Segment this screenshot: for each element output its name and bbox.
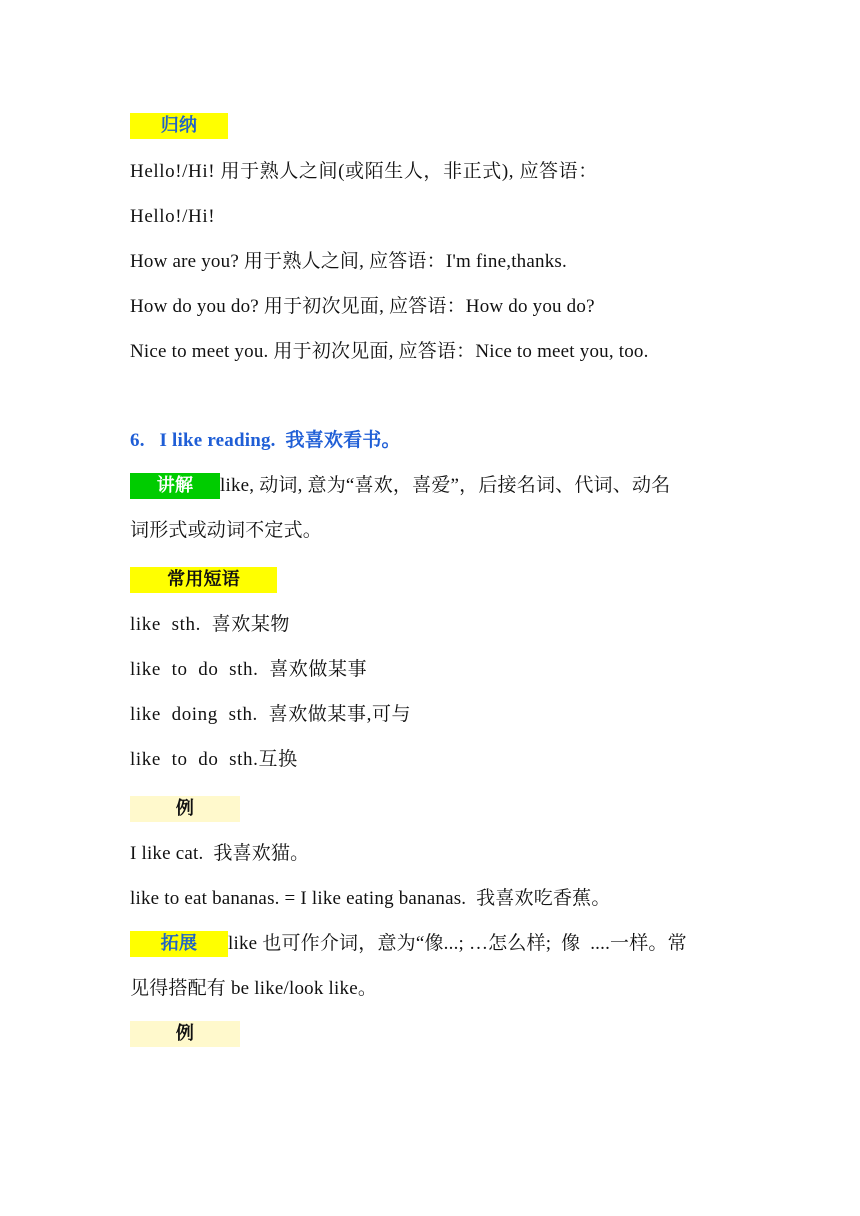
- greeting-line: Hello!/Hi!: [130, 206, 216, 227]
- section-heading: 6. I like reading. 我喜欢看书。: [130, 430, 401, 451]
- phrase-line: like doing sth. 喜欢做某事,可与: [130, 704, 412, 725]
- example-line: I like cat. 我喜欢猫。: [130, 843, 310, 864]
- greeting-line: Nice to meet you. 用于初次见面, 应答语：Nice to meet you, too.: [130, 341, 649, 362]
- explain-row: [130, 472, 730, 500]
- example-tag-row: [130, 795, 730, 823]
- explain-text-line2: 词形式或动词不定式。: [130, 520, 323, 541]
- phrase-line: like sth. 喜欢某物: [130, 614, 291, 635]
- extend-row: [130, 930, 730, 958]
- example-tag-2: 例: [130, 1021, 240, 1047]
- extend-tag: 拓展: [130, 931, 228, 957]
- phrase-line: like to do sth. 喜欢做某事: [130, 659, 368, 680]
- extend-text-line1: like 也可作介词，意为“像...; …怎么样; 像 ....一样。常: [228, 933, 687, 954]
- greeting-line: Hello!/Hi! 用于熟人之间(或陌生人，非正式), 应答语：: [130, 161, 598, 182]
- example-line: like to eat bananas. = I like eating bananas. 我喜欢吃香蕉。: [130, 888, 611, 909]
- phrases-tag-row: [130, 566, 730, 594]
- explain-text-line1: like, 动词, 意为“喜欢，喜爱”，后接名词、代词、动名: [220, 475, 671, 496]
- greeting-line: How do you do? 用于初次见面, 应答语：How do you do?: [130, 296, 595, 317]
- extend-text-line2: 见得搭配有 be like/look like。: [130, 978, 378, 999]
- summary-tag: 归纳: [130, 113, 228, 139]
- explain-tag: 讲解: [130, 473, 220, 499]
- example-tag: 例: [130, 796, 240, 822]
- phrases-tag: 常用短语: [130, 567, 277, 593]
- example-tag-row-2: [130, 1020, 730, 1048]
- greeting-line: How are you? 用于熟人之间, 应答语：I'm fine,thanks.: [130, 251, 567, 272]
- phrase-line: like to do sth.互换: [130, 749, 298, 770]
- summary-tag-row: [130, 112, 730, 140]
